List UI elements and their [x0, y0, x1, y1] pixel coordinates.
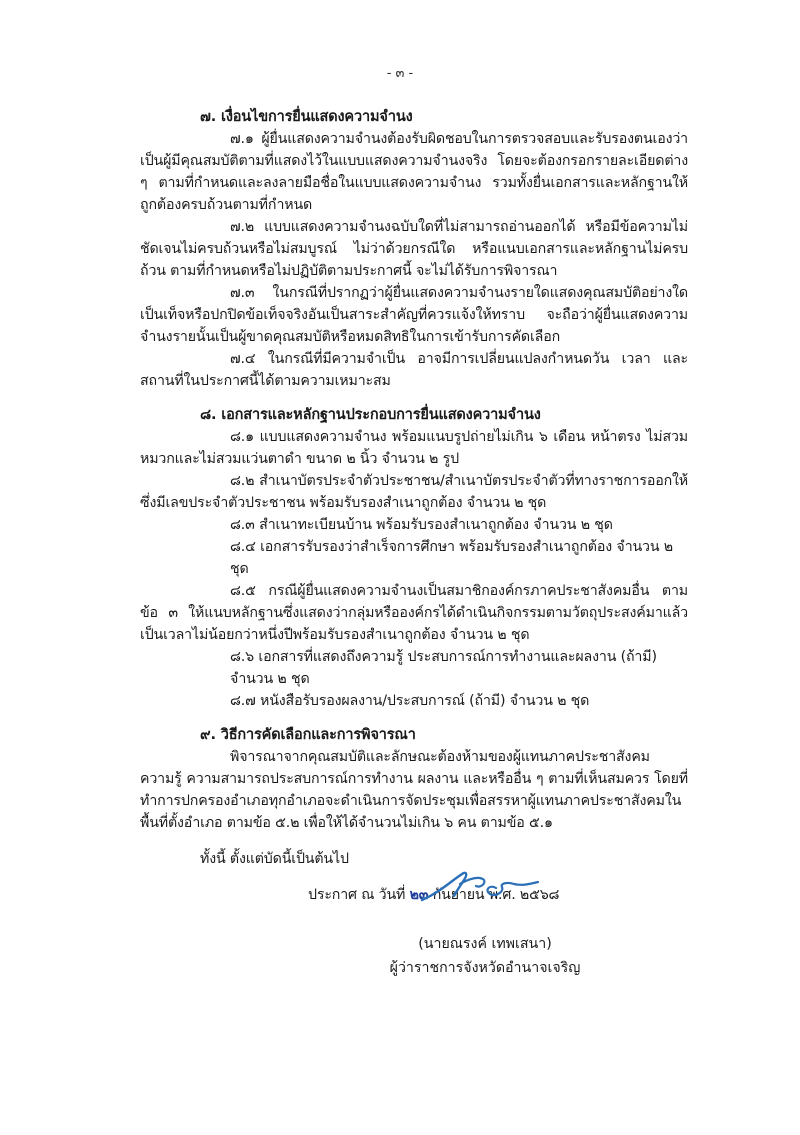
section-8-5: ๘.๕ กรณีผู้ยื่นแสดงความจำนงเป็นสมาชิกองค์กรภาคประชาสังคมอื่น ตามข้อ ๓ ให้แนบหลักฐานซึ่งแสดงว่ากลุ่มหรือองค์กรได้ดำเนินกิจกรรมตามวัตถุประสงค์มาแล้วเป็นเวลาไม่น้อยกว่าหนึ่งปีพร้อมรับรองสำเนาถูกต้อง จำนวน ๒ ชุด — [140, 583, 688, 643]
section-7-heading: ๗. เงื่อนไขการยื่นแสดงความจำนง — [200, 109, 413, 125]
section-8-heading: ๘. เอกสารและหลักฐานประกอบการยื่นแสดงความจำนง — [200, 407, 541, 423]
document-body — [140, 106, 688, 906]
section-8-6: ๘.๖ เอกสารที่แสดงถึงความรู้ ประสบการณ์การทำงานและผลงาน (ถ้ามี) จำนวน ๒ ชุด — [230, 649, 657, 687]
section-7-3: ๗.๓ ในกรณีที่ปรากฏว่าผู้ยื่นแสดงความจำนงรายใดแสดงคุณสมบัติอย่างใดเป็นเท็จหรือปกปิดข้อเท็จจริงอันเป็นสาระสำคัญที่ควรแจ้งให้ทราบ จะถือว่าผู้ยื่นแสดงความจำนงรายนั้นเป็นผู้ขาดคุณสมบัติหรือหมดสิทธิในการเข้ารับการคัดเลือก — [140, 285, 688, 345]
section-7-4: ๗.๔ ในกรณีที่มีความจำเป็น อาจมีการเปลี่ยนแปลงกำหนดวัน เวลา และสถานที่ในประกาศนี้ได้ตามความเหมาะสม — [140, 351, 688, 389]
signer-name: (นายณรงค์ เทพเสนา) — [418, 936, 552, 952]
section-8-4: ๘.๔ เอกสารรับรองว่าสำเร็จการศึกษา พร้อมรับรองสำเนาถูกต้อง จำนวน ๒ ชุด — [230, 539, 673, 577]
date-month-year: กันยายน พ.ศ. ๒๕๖๘ — [432, 887, 560, 903]
section-7-2: ๗.๒ แบบแสดงความจำนงฉบับใดที่ไม่สามารถอ่านออกได้ หรือมีข้อความไม่ชัดเจนไม่ครบถ้วนหรือไม่สมบูรณ์ ไม่ว่าด้วยกรณีใด หรือแนบเอกสารและหลักฐานไม่ครบถ้วน ตามที่กำหนดหรือไม่ปฏิบัติตามประกาศนี้ จะไม่ได้รับการพิจารณา — [140, 219, 688, 279]
section-8-3: ๘.๓ สำเนาทะเบียนบ้าน พร้อมรับรองสำเนาถูกต้อง จำนวน ๒ ชุด — [230, 517, 613, 533]
date-day: ๒๓ — [409, 887, 429, 903]
closing-statement: ทั้งนี้ ตั้งแต่บัดนี้เป็นต้นไป — [200, 851, 349, 867]
section-8-1: ๘.๑ แบบแสดงความจำนง พร้อมแนบรูปถ่ายไม่เกิน ๖ เดือน หน้าตรง ไม่สวมหมวกและไม่สวมแว่นตาดำ ขนาด ๒ นิ้ว จำนวน ๒ รูป — [140, 429, 688, 467]
section-9-heading: ๙. วิธีการคัดเลือกและการพิจารณา — [200, 727, 416, 743]
section-7-1: ๗.๑ ผู้ยื่นแสดงความจำนงต้องรับผิดชอบในการตรวจสอบและรับรองตนเองว่าเป็นผู้มีคุณสมบัติตามที่แสดงไว้ในแบบแสดงความจำนงจริง โดยจะต้องกรอกรายละเอียดต่าง ๆ ตามที่กำหนดและลงลายมือชื่อในแบบแสดงความจำนง รวมทั้งยื่นเอกสารและหลักฐานให้ถูกต้องครบถ้วนตามที่กำหนด — [140, 131, 688, 213]
section-8-7: ๘.๗ หนังสือรับรองผลงาน/ประสบการณ์ (ถ้ามี) จำนวน ๒ ชุด — [230, 693, 590, 709]
date-prefix: ประกาศ ณ วันที่ — [308, 887, 406, 903]
handwritten-signature — [410, 862, 560, 912]
section-8-2: ๘.๒ สำเนาบัตรประจำตัวประชาชน/สำเนาบัตรประจำตัวที่ทางราชการออกให้ ซึ่งมีเลขประจำตัวประชาชน พร้อมรับรองสำเนาถูกต้อง จำนวน ๒ ชุด — [140, 473, 688, 511]
section-9-body: พิจารณาจากคุณสมบัติและลักษณะต้องห้ามของผู้แทนภาคประชาสังคม ความรู้ ความสามารถประสบการณ์การทำงาน ผลงาน และหรืออื่น ๆ ตามที่เห็นสมควร โดยที่ทำการปกครองอำเภอทุกอำเภอจะดำเนินการจัดประชุมเพื่อสรรหาผู้แทนภาคประชาสังคมในพื้นที่ตั้งอำเภอ ตามข้อ ๕.๒ เพื่อให้ได้จำนวนไม่เกิน ๖ คน ตามข้อ ๕.๑ — [140, 749, 688, 831]
signer-title: ผู้ว่าราชการจังหวัดอำนาจเจริญ — [389, 960, 581, 976]
page-number: - ๓ - — [386, 66, 414, 81]
signer-block — [0, 932, 800, 980]
